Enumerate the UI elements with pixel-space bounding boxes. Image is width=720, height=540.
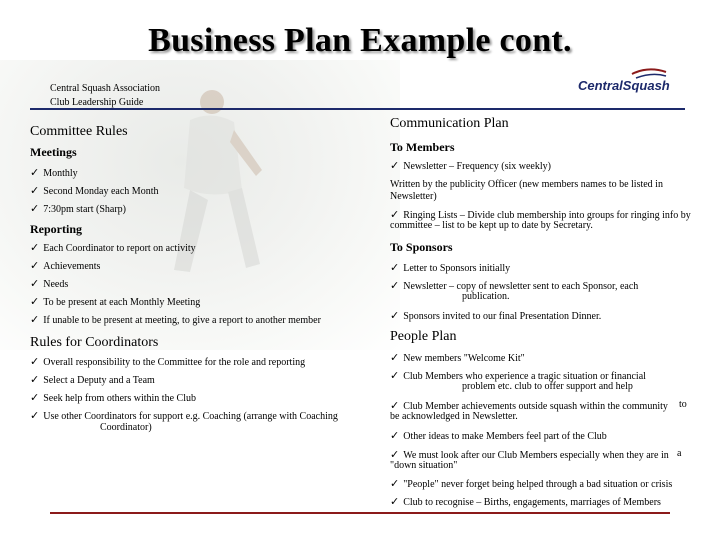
list-item: ✓ Select a Deputy and a Team [30, 374, 155, 386]
list-item: ✓ Club to recognise – Births, engagements, marriages of Members [390, 496, 661, 508]
list-item: ✓ Second Monday each Month [30, 185, 159, 197]
check-icon: ✓ [30, 392, 40, 404]
list-item: ✓ "People" never forget being helped through a bad situation or crisis [390, 478, 673, 490]
coordinators-heading: Rules for Coordinators [30, 335, 159, 350]
list-item: ✓ Use other Coordinators for support e.g. Coaching (arrange with Coaching [30, 410, 338, 422]
list-item: ✓ Newsletter – Frequency (six weekly) [390, 160, 551, 172]
list-item: ✓ Other ideas to make Members feel part of the Club [390, 430, 607, 442]
check-icon: ✓ [390, 449, 400, 461]
list-item: ✓ Monthly [30, 167, 78, 179]
check-icon: ✓ [30, 374, 40, 386]
central-squash-logo [576, 66, 672, 100]
paragraph-word: to [679, 399, 687, 410]
list-item: ✓ Overall responsibility to the Committee for the role and reporting [30, 356, 306, 368]
check-icon: ✓ [30, 260, 40, 272]
paragraph-line: be acknowledged in Newsletter. [390, 411, 518, 422]
check-icon: ✓ [30, 410, 40, 422]
list-item-continuation: Coordinator) [100, 422, 152, 433]
check-icon: ✓ [30, 314, 40, 326]
to-members-heading: To Members [390, 140, 455, 154]
check-icon: ✓ [30, 278, 40, 290]
check-icon: ✓ [390, 496, 400, 508]
check-icon: ✓ [390, 478, 400, 490]
list-item: ✓ Each Coordinator to report on activity [30, 242, 196, 254]
list-item: ✓ 7:30pm start (Sharp) [30, 203, 126, 215]
paragraph-line: "down situation" [390, 460, 458, 471]
to-sponsors-heading: To Sponsors [390, 240, 453, 254]
communication-plan-heading: Communication Plan [390, 116, 509, 131]
check-icon: ✓ [30, 167, 40, 179]
list-item: ✓ Needs [30, 278, 69, 290]
check-icon: ✓ [390, 400, 400, 412]
header-divider [30, 108, 685, 110]
check-icon: ✓ [390, 160, 400, 172]
paragraph-line: problem etc. club to offer support and help [462, 381, 633, 392]
check-icon: ✓ [390, 280, 400, 292]
list-item: ✓ Newsletter – copy of newsletter sent to each Sponsor, each [390, 280, 639, 292]
paragraph-line: committee – list to be kept up to date by Secretary. [390, 220, 593, 231]
list-item: ✓ Seek help from others within the Club [30, 392, 196, 404]
check-icon: ✓ [390, 352, 400, 364]
paragraph-line: Written by the publicity Officer (new members names to be listed in [390, 179, 663, 190]
list-item: ✓ If unable to be present at meeting, to give a report to another member [30, 314, 321, 326]
logo-text: CentralSquash [578, 78, 670, 93]
list-item: ✓ To be present at each Monthly Meeting [30, 296, 201, 308]
check-icon: ✓ [390, 262, 400, 274]
check-icon: ✓ [30, 242, 40, 254]
meetings-heading: Meetings [30, 145, 77, 159]
list-item: ✓ Letter to Sponsors initially [390, 262, 511, 274]
list-item: ✓ We must look after our Club Members especially when they are in [390, 449, 669, 461]
paragraph-line: publication. [462, 291, 510, 302]
list-item: ✓ Ringing Lists – Divide club membership into groups for ringing info by [390, 209, 691, 221]
list-item: ✓ Sponsors invited to our final Presentation Dinner. [390, 310, 602, 322]
check-icon: ✓ [30, 185, 40, 197]
page-title: Business Plan Example cont. [148, 22, 572, 59]
list-item: ✓ Club Members who experience a tragic situation or financial [390, 370, 646, 382]
paragraph-line: Newsletter) [390, 191, 437, 202]
org-name: Central Squash Association [50, 83, 160, 94]
committee-rules-heading: Committee Rules [30, 124, 128, 139]
check-icon: ✓ [390, 370, 400, 382]
check-icon: ✓ [30, 296, 40, 308]
check-icon: ✓ [390, 310, 400, 322]
check-icon: ✓ [30, 203, 40, 215]
list-item: ✓ Club Member achievements outside squash within the community [390, 400, 668, 412]
people-plan-heading: People Plan [390, 329, 457, 344]
footer-divider [50, 512, 670, 514]
list-item: ✓ Achievements [30, 260, 101, 272]
check-icon: ✓ [390, 209, 400, 221]
org-info [50, 82, 160, 110]
list-item: ✓ New members "Welcome Kit" [390, 352, 525, 364]
check-icon: ✓ [390, 430, 400, 442]
check-icon: ✓ [30, 356, 40, 368]
reporting-heading: Reporting [30, 222, 82, 236]
paragraph-word: a [677, 448, 682, 459]
guide-name: Club Leadership Guide [50, 97, 144, 108]
